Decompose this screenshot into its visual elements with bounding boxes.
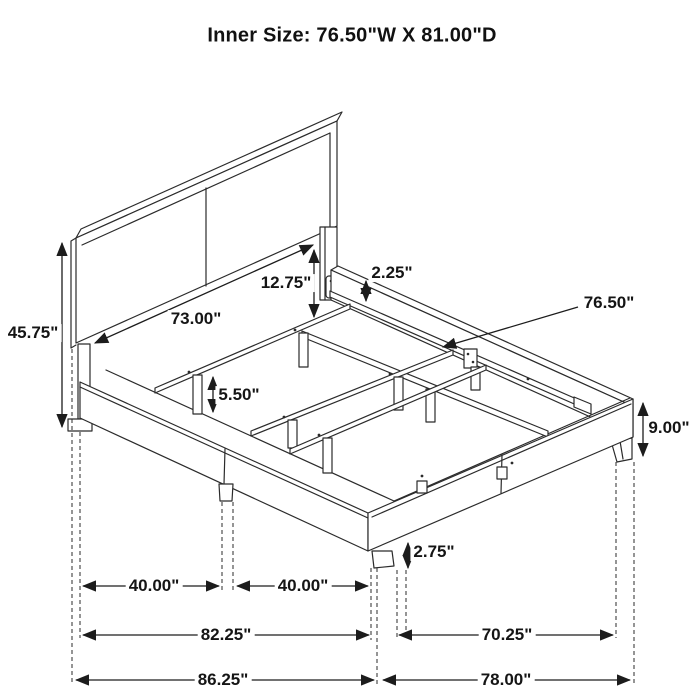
dim-label-slat-leg-height: 5.50" [215,386,262,404]
dim-label-corner-leg-height: 2.75" [410,543,457,561]
dim-label-slat-length: 76.50" [581,294,638,312]
support-rail-a [330,291,588,410]
left-mid-leg [219,484,233,501]
dim-label-overall-depth: 86.25" [195,671,252,689]
dim-label-side-section-front: 40.00" [126,577,183,595]
dim-label-overall-height: 45.75" [5,324,62,342]
dim-label-frame-height: 9.00" [645,419,692,437]
dim-label-side-rail-span: 82.25" [198,626,255,644]
rail-splice-bracket [464,349,477,368]
front-corner-leg [372,551,394,568]
dim-label-side-section-back: 40.00" [275,577,332,595]
dim-label-headboard-width: 73.00" [168,310,225,328]
dim-label-rail-top-drop: 2.25" [368,264,415,282]
dim-label-panel-to-slat: 12.75" [258,274,315,292]
frame-front [80,378,633,568]
headboard [68,112,343,431]
page-title: Inner Size: 76.50"W X 81.00"D [207,24,497,47]
dim-label-overall-width: 78.00" [478,671,535,689]
dim-label-footboard-inner-span: 70.25" [479,626,536,644]
